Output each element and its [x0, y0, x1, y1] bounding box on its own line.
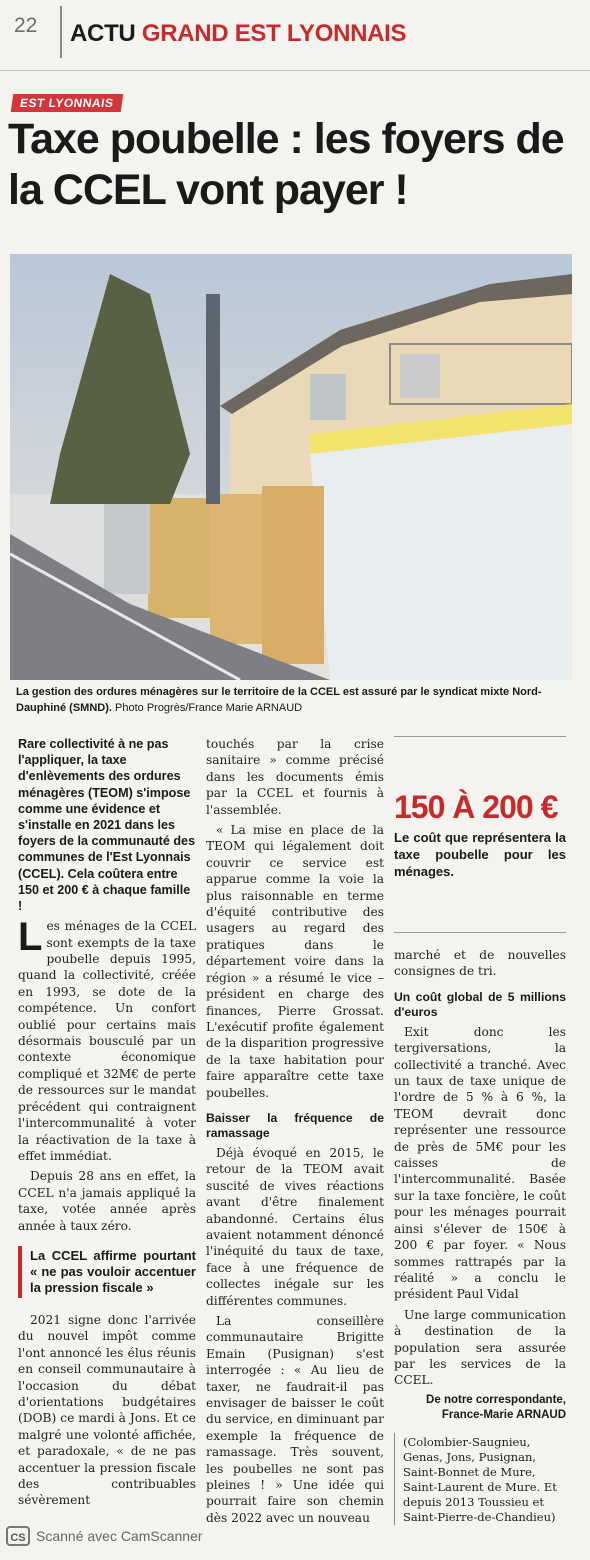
key-figure: 150 À 200 €: [394, 789, 558, 825]
body-paragraph: marché et de nouvelles consignes de tri.: [394, 948, 566, 979]
article-title: Taxe poubelle : les foyers de la CCEL vont payer !: [8, 115, 564, 214]
body-paragraph: La conseillère communautaire Brigitte Emain (Pusignan) s'est interrogée : « Au lieu de taxer, ne faudrait-il pas envisager de baisser le coût du service, en diminuant par exemple la fréquence de ramassage. Très souvent, les poubelles ne sont pas pleines ! » Une idée qui pourrait faire son chemin dès 2022 avec un nouveau: [206, 1314, 384, 1525]
subheading: Baisser la fréquence de ramassage: [206, 1110, 384, 1140]
body-paragraph: Exit donc les tergiversations, la collectivité a tranché. Avec un taux de taxe unique de l'ordre de 5 % à 6 %, la TEOM devrait donc représenter une ressource de près de 5M€ pour les caisses de l'intercommunalité. Basée sur la taxe foncière, le coût pour les ménages pourrait ainsi s'élever de 150€ à 200 € par foyer. « Nous sommes rattrapés par la réalité » a conclu le président Paul Vidal: [394, 1024, 566, 1302]
column-1: [18, 736, 196, 1513]
section-label: ACTU: [70, 20, 136, 47]
section-header: [70, 20, 406, 48]
photo-credit: Photo Progrès/France Marie ARNAUD: [115, 702, 303, 714]
header-divider: [60, 6, 62, 58]
body-paragraph: 2021 signe donc l'arrivée du nouvel impôt comme l'ont annoncé les élus réunis en conseil communautaire à l'occasion du débat d'orientations budgétaires (DOB) ce mardi à Jons. Et ce malgré une volonté affichée, et paradoxale, « de ne pas accentuer la pression fiscale des contribuables sévèrement: [18, 1312, 196, 1508]
byline-label: De notre correspondante,: [426, 1393, 566, 1406]
article-photo: [10, 254, 572, 680]
photo-caption: [16, 684, 568, 716]
scanner-text: Scanné avec CamScanner: [36, 1528, 203, 1544]
drop-cap: L: [18, 915, 43, 960]
pull-quote: La CCEL affirme pourtant « ne pas vouloir accentuer la pression fiscale »: [18, 1246, 196, 1298]
subheading: Un coût global de 5 millions d'euros: [394, 989, 566, 1019]
body-paragraph: Les ménages de la CCEL sont exempts de la taxe poubelle depuis 1995, quand la collectivité, créée en 1993, se dote de la compétence. Un confort oublié pour certains mais désormais bousculé par un contexte économique compliqué et 32M€ de perte de ressources sur le mandat précédent qui contraignent l'intercommunalité à voter la réactivation de la taxe à effet immédiat.: [18, 915, 196, 1163]
caption-text: La gestion des ordures ménagères sur le territoire de la CCEL est assuré par le syndicat mixte Nord-Dauphiné (SMND).: [16, 686, 542, 714]
infobox-top-rule: [394, 736, 566, 737]
section-region: GRAND EST LYONNAIS: [141, 20, 407, 47]
infobox-bottom-rule: [394, 932, 566, 933]
article-lead: Rare collectivité à ne pas l'appliquer, la taxe d'enlèvements des ordures ménagères (TEOM) s'impose comme une évidence et s'installe en 2021 dans les foyers de la communauté des communes de l'Est Lyonnais (CCEL). Cela coûtera entre 150 et 200 € à chaque famille !: [18, 737, 196, 914]
byline-author: France-Marie ARNAUD: [441, 1408, 566, 1421]
kicker-badge: EST LYONNAIS: [11, 94, 123, 112]
body-paragraph: « La mise en place de la TEOM qui légalement doit couvrir ce service est apparue comme la voie la plus raisonnable en terme d'équité contributive des usagers au regard des pratiques dans le département voire dans la région » a résumé le vice – président en charge des finances, Pierre Grossat. L'exécutif profite également de la disparition progressive de la taxe habitation pour faire apparaître cette taxe poubelles.: [206, 823, 384, 1100]
page-number: 22: [14, 14, 38, 37]
body-paragraph: Une large communication à destination de la population sera assurée par les services de la CCEL.: [394, 1307, 566, 1388]
camscanner-icon: CS: [6, 1526, 30, 1546]
body-paragraph: Depuis 28 ans en effet, la CCEL n'a jamais appliqué la taxe, votée année après année à taux zéro.: [18, 1169, 196, 1233]
photo-illustration: [10, 254, 572, 680]
member-towns-note: (Colombier-Saugnieu, Genas, Jons, Pusignan, Saint-Bonnet de Mure, Saint-Laurent de Mure. Et depuis 2013 Toussieu et Saint-Pierre-de-Chandieu): [394, 1433, 566, 1525]
column-3: [394, 736, 566, 1525]
body-paragraph: Déjà évoqué en 2015, le retour de la TEOM avait suscité de vives réactions avant d'être finalement abandonné. Certains élus avaient notamment dénoncé l'inéquité du taux de taxe, face à une fréquence de collectes inégale sur les différentes communes.: [206, 1145, 384, 1308]
key-figure-note: Le coût que représentera la taxe poubelle pour les ménages.: [394, 830, 566, 879]
body-paragraph: touchés par la crise sanitaire » comme précisé dans les documents émis par la CCEL et fournis à l'assemblée.: [206, 737, 384, 817]
scanner-watermark: [6, 1526, 203, 1546]
column-2: [206, 736, 384, 1530]
header-rule: [0, 70, 590, 71]
